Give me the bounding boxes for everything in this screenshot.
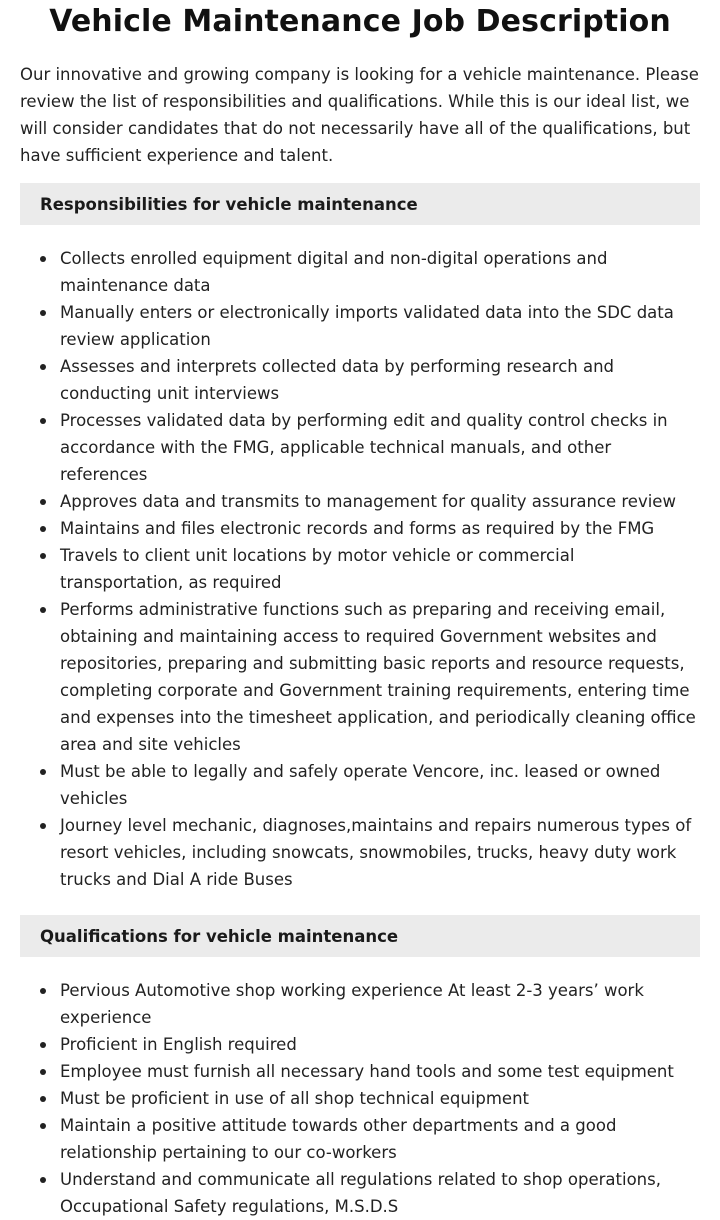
bullet-icon [40,364,46,370]
list-item [20,515,700,542]
list-item [20,1031,700,1058]
list-item [20,407,700,488]
bullet-icon [40,823,46,829]
bullet-icon [40,418,46,424]
list-item-text: Collects enrolled equipment digital and non-digital operations and maintenance data [60,249,608,295]
intro-paragraph: Our innovative and growing company is looking for a vehicle maintenance. Please review the list of responsibilities and qualifications. While this is our ideal list, we will consider candidates that do not necessarily have all of the qualifications, but have sufficient experience and talent. [20,65,699,165]
qualifications-heading: Qualifications for vehicle maintenance [40,926,399,946]
bullet-icon [40,1069,46,1075]
list-item-text: Processes validated data by performing edit and quality control checks in accordance with the FMG, applicable technical manuals, and other references [60,411,668,484]
list-item-text: Journey level mechanic, diagnoses,maintains and repairs numerous types of resort vehicles, including snowcats, snowmobiles, trucks, heavy duty work trucks and Dial A ride Buses [60,816,692,889]
list-item-text: Maintains and files electronic records and forms as required by the FMG [60,519,655,538]
bullet-icon [40,769,46,775]
list-item-text: Understand and communicate all regulations related to shop operations, Occupational Safety regulations, M.S.D.S [60,1170,661,1216]
list-item [20,977,700,1031]
list-item [20,812,700,893]
list-item-text: Employee must furnish all necessary hand tools and some test equipment [60,1062,674,1081]
qualifications-header [20,915,700,957]
bullet-icon [40,1123,46,1129]
list-item-text: Proficient in English required [60,1035,297,1054]
responsibilities-header [20,183,700,225]
list-item [20,299,700,353]
list-item [20,596,700,758]
list-item [20,542,700,596]
list-item [20,1085,700,1112]
bullet-icon [40,607,46,613]
bullet-icon [40,988,46,994]
list-item-text: Must be proficient in use of all shop technical equipment [60,1089,530,1108]
list-item [20,353,700,407]
list-item-text: Assesses and interprets collected data by performing research and conducting unit interviews [60,357,615,403]
list-item-text: Manually enters or electronically imports validated data into the SDC data review application [60,303,674,349]
responsibilities-list [20,245,700,893]
qualifications-list [20,977,700,1220]
bullet-icon [40,1096,46,1102]
list-item-text: Must be able to legally and safely operate Vencore, inc. leased or owned vehicles [60,762,661,808]
bullet-icon [40,256,46,262]
bullet-icon [40,553,46,559]
list-item [20,245,700,299]
bullet-icon [40,1042,46,1048]
list-item [20,1058,700,1085]
bullet-icon [40,526,46,532]
bullet-icon [40,1177,46,1183]
list-item-text: Performs administrative functions such as preparing and receiving email, obtaining and maintaining access to required Government websites and repositories, preparing and submitting basic reports and resource requests, completing corporate and Government training requirements, entering time and expenses into the timesheet application, and periodically cleaning office area and site vehicles [60,600,696,754]
list-item-text: Maintain a positive attitude towards other departments and a good relationship pertaining to our co-workers [60,1116,617,1162]
responsibilities-heading: Responsibilities for vehicle maintenance [40,194,418,214]
list-item-text: Travels to client unit locations by motor vehicle or commercial transportation, as required [60,546,575,592]
list-item [20,1166,700,1220]
bullet-icon [40,310,46,316]
list-item [20,1112,700,1166]
list-item-text: Approves data and transmits to management for quality assurance review [60,492,676,511]
list-item [20,758,700,812]
list-item [20,488,700,515]
bullet-icon [40,499,46,505]
page-title: Vehicle Maintenance Job Description [49,4,671,39]
list-item-text: Pervious Automotive shop working experience At least 2-3 years’ work experience [60,981,644,1027]
